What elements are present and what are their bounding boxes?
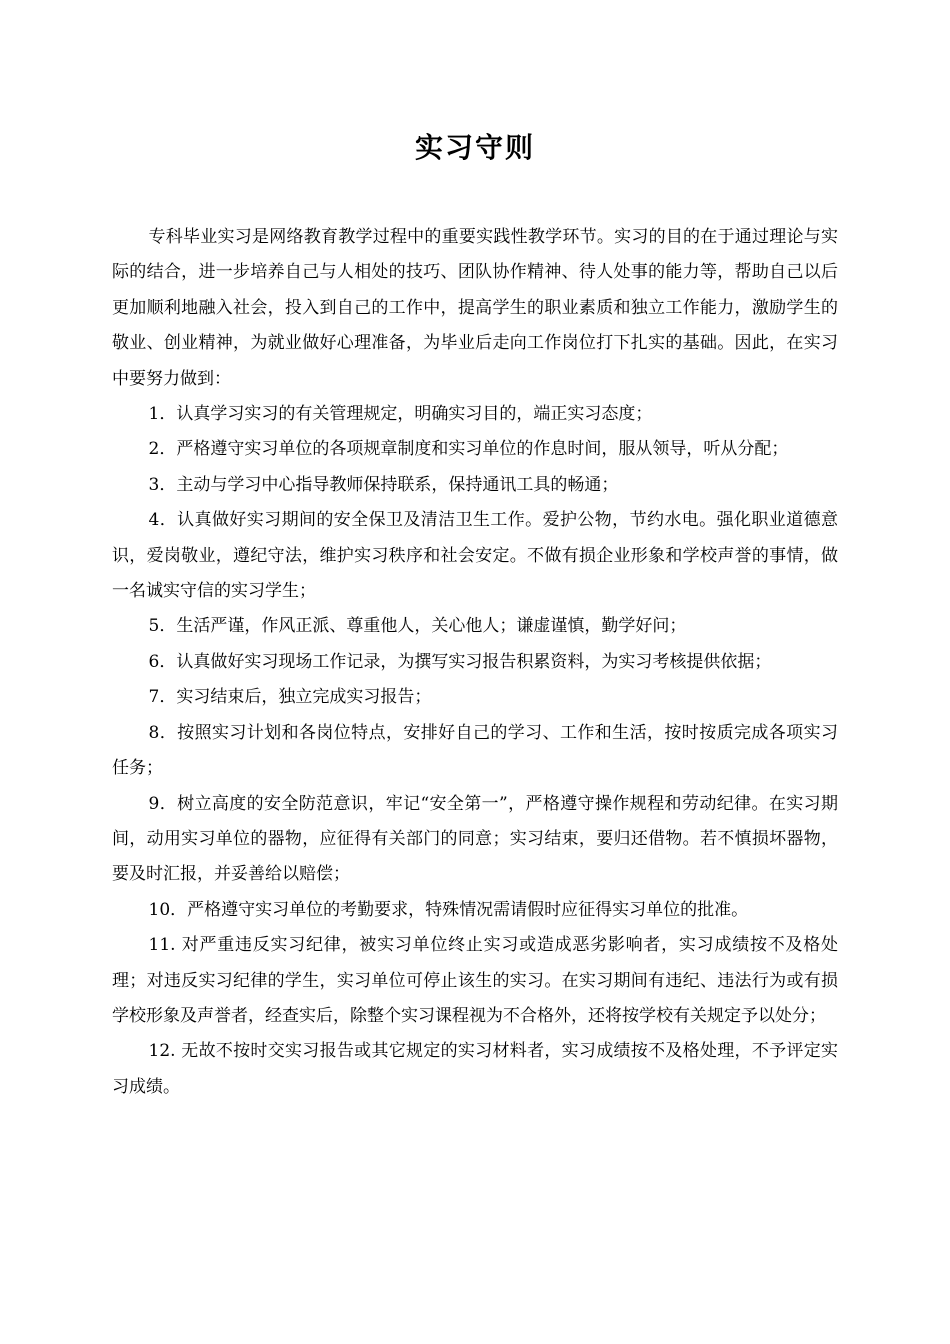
- rule-item-2: 2．严格遵守实习单位的各项规章制度和实习单位的作息时间，服从领导，听从分配；: [148, 439, 789, 460]
- page-title: 实习守则: [414, 131, 535, 164]
- rule-item-6: 6．认真做好实习现场工作记录，为撰写实习报告积累资料，为实习考核提供依据；: [148, 651, 772, 672]
- intro-paragraph: 专科毕业实习是网络教育教学过程中的重要实践性教学环节。实习的目的在于通过理论与实际的结合，进一步培养自己与人相处的技巧、团队协作精神、待人处事的能力等，帮助自己以后更加顺利地融入社会，投入到自己的工作中，提高学生的职业素质和独立工作能力，激励学生的敬业、创业精神，为就业做好心理准备，为毕业后走向工作岗位打下扎实的基础。因此，在实习中要努力做到：: [112, 227, 838, 389]
- rule-item-7: 7．实习结束后，独立完成实习报告；: [148, 687, 432, 708]
- rule-item-3: 3．主动与学习中心指导教师保持联系，保持通讯工具的畅通；: [148, 474, 619, 495]
- rule-item-9: 9．树立高度的安全防范意识，牢记“安全第一”，严格遵守操作规程和劳动纪律。在实习期间，动用实习单位的器物，应征得有关部门的同意；实习结束，要归还借物。若不慎损坏器物，要及时汇报，并妥善给以赔偿；: [112, 793, 838, 885]
- document-body: [112, 220, 838, 1105]
- rule-item-1: 1．认真学习实习的有关管理规定，明确实习目的，端正实习态度；: [148, 404, 653, 425]
- rule-item-12: 12. 无故不按时交实习报告或其它规定的实习材料者，实习成绩按不及格处理，不予评定实习成绩。: [112, 1041, 838, 1097]
- rule-item-11: 11. 对严重违反实习纪律，被实习单位终止实习或造成恶劣影响者，实习成绩按不及格处理；对违反实习纪律的学生，实习单位可停止该生的实习。在实习期间有违纪、违法行为或有损学校形象及声誉者，经查实后，除整个实习课程视为不合格外，还将按学校有关规定予以处分；: [112, 935, 838, 1026]
- rule-item-10: 10．严格遵守实习单位的考勤要求，特殊情况需请假时应征得实习单位的批准。: [148, 899, 749, 920]
- rule-item-5: 5．生活严谨，作风正派、尊重他人，关心他人；谦虚谨慎，勤学好问；: [148, 616, 687, 637]
- rule-item-8: 8．按照实习计划和各岗位特点，安排好自己的学习、工作和生活，按时按质完成各项实习任务；: [112, 722, 838, 779]
- rule-item-4: 4．认真做好实习期间的安全保卫及清洁卫生工作。爱护公物，节约水电。强化职业道德意识，爱岗敬业，遵纪守法，维护实习秩序和社会安定。不做有损企业形象和学校声誉的事情，做一名诚实守信的实习学生；: [112, 510, 838, 602]
